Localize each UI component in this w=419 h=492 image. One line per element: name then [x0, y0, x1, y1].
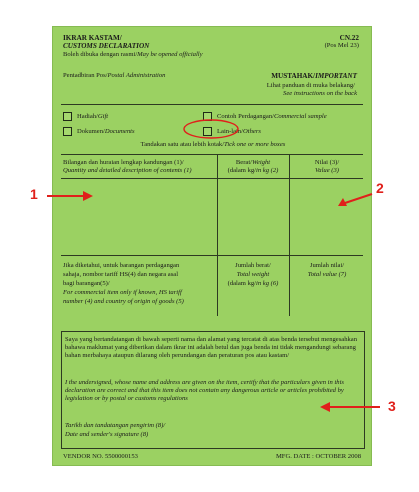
col1-header-line1: Bilangan dan huraian lengkap kandungan (1)/: [63, 159, 184, 166]
red-circle-annotation: [181, 117, 251, 141]
arrow-down-left-icon: [334, 190, 378, 210]
divider: [61, 104, 363, 105]
documents-checkbox[interactable]: [63, 127, 72, 136]
table-header-line: [61, 178, 363, 179]
form-title: IKRAR KASTAM/: [63, 34, 122, 42]
callout-number-1: 1: [30, 186, 38, 202]
hs-line-1: Jika diketahui, untuk barangan perdagangan: [63, 262, 180, 269]
gift-checkbox[interactable]: [63, 112, 72, 121]
manufacture-date: MFG. DATE : OCTOBER 2008: [275, 453, 361, 460]
arrow-right-icon: [45, 189, 95, 203]
table-middle-line: [61, 255, 363, 256]
important-label: MUSTAHAK/IMPORTANT: [271, 72, 357, 80]
col2-header-line1: Berat/Weight: [235, 159, 271, 166]
col3-header-line1: Nilai (3)/: [314, 159, 340, 166]
postal-admin-label: Pentadbiran Pos/Postal Administration: [63, 72, 166, 79]
documents-label: Dokumen/Documents: [77, 128, 135, 135]
form-code: CN.22: [339, 34, 359, 42]
guide-line-1: Lihat panduan di muka belakang/: [266, 82, 355, 89]
table-top-line: [61, 154, 363, 155]
others-label: Lain-lain/Others: [217, 128, 261, 135]
arrow-left-icon: [318, 400, 382, 414]
opened-note: Boleh dibuka dengan rasmi/May be opened officially: [63, 51, 203, 58]
hs-line-5: number (4) and country of origin of goods (5): [63, 298, 184, 305]
form-subtitle: CUSTOMS DECLARATION: [63, 42, 150, 50]
col2-header-line2: (dalam kg/in kg (2): [227, 167, 279, 174]
guide-line-2: See instructions on the back: [283, 90, 357, 97]
callout-number-3: 3: [388, 398, 396, 414]
form-ref: (Pos Mel 23): [324, 42, 359, 49]
col3-header-line2: Value (3): [315, 167, 339, 174]
total-value-line2: Total value (7): [307, 271, 347, 278]
total-weight-line1: Jumlah berat/: [235, 262, 271, 269]
hs-line-4: For commercial item only if known, HS tariff: [63, 289, 182, 296]
callout-number-2: 2: [376, 180, 384, 196]
total-value-line1: Jumlah nilai/: [309, 262, 345, 269]
hs-line-3: bagi barangan(5)/: [63, 280, 110, 287]
signature-label-english: Date and sender's signature (8): [65, 431, 149, 438]
declaration-english-text: I the undersigned, whose name and address are given on the item, certify that the particulars given in this declaration are correct and that this item does not contain any dangerous article or articles prohibited by legislation or by postal or customs regulations: [65, 379, 344, 403]
vendor-number: VENDOR NO. 5500000153: [63, 453, 138, 460]
hs-line-2: sahaja, nombor tariff HS(4) dan negara asal: [63, 271, 179, 278]
declaration-malay-text: Saya yang bertandatangan di bawah seperti nama dan alamat yang tercatat di atas benda tersebut mengesahkan bahawa maklumat yang diberikan dalam ikrar ini adalah betul dan juga benda ini tidak mengandungi sebarang bahan merbahaya ataupun dilarang oleh perundangan dan peraturan pos atau kastam/: [65, 336, 358, 360]
commercial-sample-label: Contoh Perdagangan/Commercial sample: [217, 113, 327, 120]
total-weight-line2: Total weight: [236, 271, 270, 278]
col1-header-line2: Quantity and detailed description of contents (1): [63, 167, 192, 174]
signature-label-malay: Tarikh dan tandatangan pengirim (8)/: [65, 422, 166, 429]
total-weight-line3: (dalam kg/in kg (6): [227, 280, 279, 287]
gift-label: Hadiah/Gift: [77, 113, 109, 120]
tick-instruction: Tandakan satu atau lebih kotak/Tick one or more boxes: [140, 141, 286, 148]
